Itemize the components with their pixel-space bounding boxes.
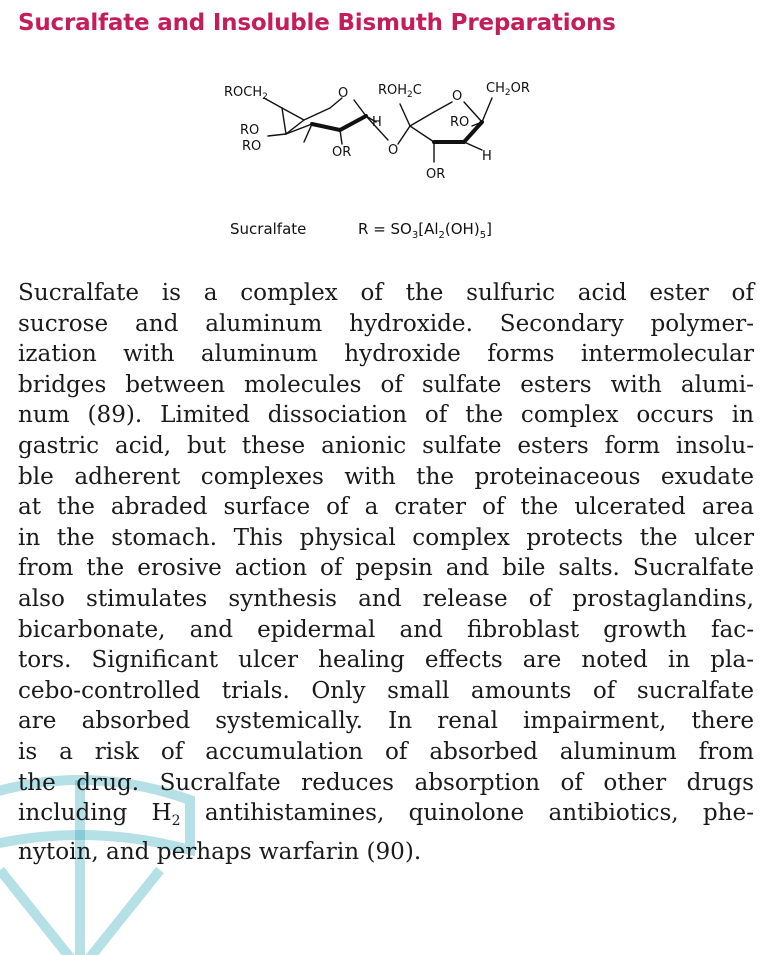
label-ro-bottom: RO	[242, 139, 262, 154]
paragraph-line-h2: including $H_2$ antihistamines, quinolone antibiotics, phe-	[18, 800, 755, 830]
label-o-glycosidic: O	[388, 143, 399, 158]
paragraph-line: gastric acid, but these anionic sulfate esters form insolu-	[18, 432, 754, 459]
paragraph-line: sucrose and aluminum hydroxide. Secondary polymer-	[18, 310, 754, 337]
label-or-ring1: OR	[332, 145, 352, 160]
label-ch2or: $CH_2OR$	[486, 81, 530, 98]
paragraph-line: at the abraded surface of a crater of the ulcerated area	[18, 494, 754, 521]
caption-formula: $R = SO_3[Al_2(OH)_5]$	[358, 220, 492, 241]
paragraph-line: the drug. Sucralfate reduces absorption of other drugs	[18, 769, 754, 796]
paragraph-line: are absorbed systemically. In renal impairment, there	[18, 708, 754, 735]
label-h-ring2: H	[482, 149, 492, 164]
label-ring1-o: O	[338, 86, 349, 101]
paragraph-line: from the erosive action of pepsin and bile salts. Sucralfate	[18, 555, 754, 582]
paragraph-line-last: nytoin, and perhaps warfarin (90).	[18, 838, 422, 865]
paragraph-line: bridges between molecules of sulfate esters with alumi-	[18, 371, 754, 398]
label-roh2c: $ROH_2C$	[378, 83, 422, 100]
paragraph-line: cebo-controlled trials. Only small amounts of sucralfate	[18, 677, 754, 704]
label-roch2: $ROCH_2$	[224, 85, 268, 102]
paragraph-line: ble adherent complexes with the proteinaceous exudate	[18, 463, 754, 490]
paragraph-line: also stimulates synthesis and release of prostaglandins,	[18, 585, 754, 612]
paragraph-line: tors. Significant ulcer healing effects are noted in pla-	[18, 647, 754, 674]
label-ring2-o: O	[452, 89, 463, 104]
label-or-ring2: OR	[426, 167, 446, 182]
sucralfate-structure-svg	[220, 70, 560, 220]
label-ro-left: RO	[240, 123, 260, 138]
label-h-ring1: H	[372, 115, 382, 130]
paragraph-line: ization with aluminum hydroxide forms intermolecular	[18, 341, 754, 368]
paragraph-line: in the stomach. This physical complex protects the ulcer	[18, 524, 754, 551]
figure-caption	[230, 220, 492, 241]
label-ro-ring2: RO	[450, 115, 470, 130]
paragraph-line: bicarbonate, and epidermal and fibroblast growth fac-	[18, 616, 754, 643]
paragraph-line: num (89). Limited dissociation of the complex occurs in	[18, 402, 754, 429]
paragraph-line: is a risk of accumulation of absorbed aluminum from	[18, 738, 754, 765]
caption-compound-name: Sucralfate	[230, 220, 307, 238]
paragraph-line: Sucralfate is a complex of the sulfuric acid ester of	[18, 280, 754, 306]
body-paragraph	[18, 278, 754, 867]
section-heading: Sucralfate and Insoluble Bismuth Preparations	[18, 10, 616, 36]
